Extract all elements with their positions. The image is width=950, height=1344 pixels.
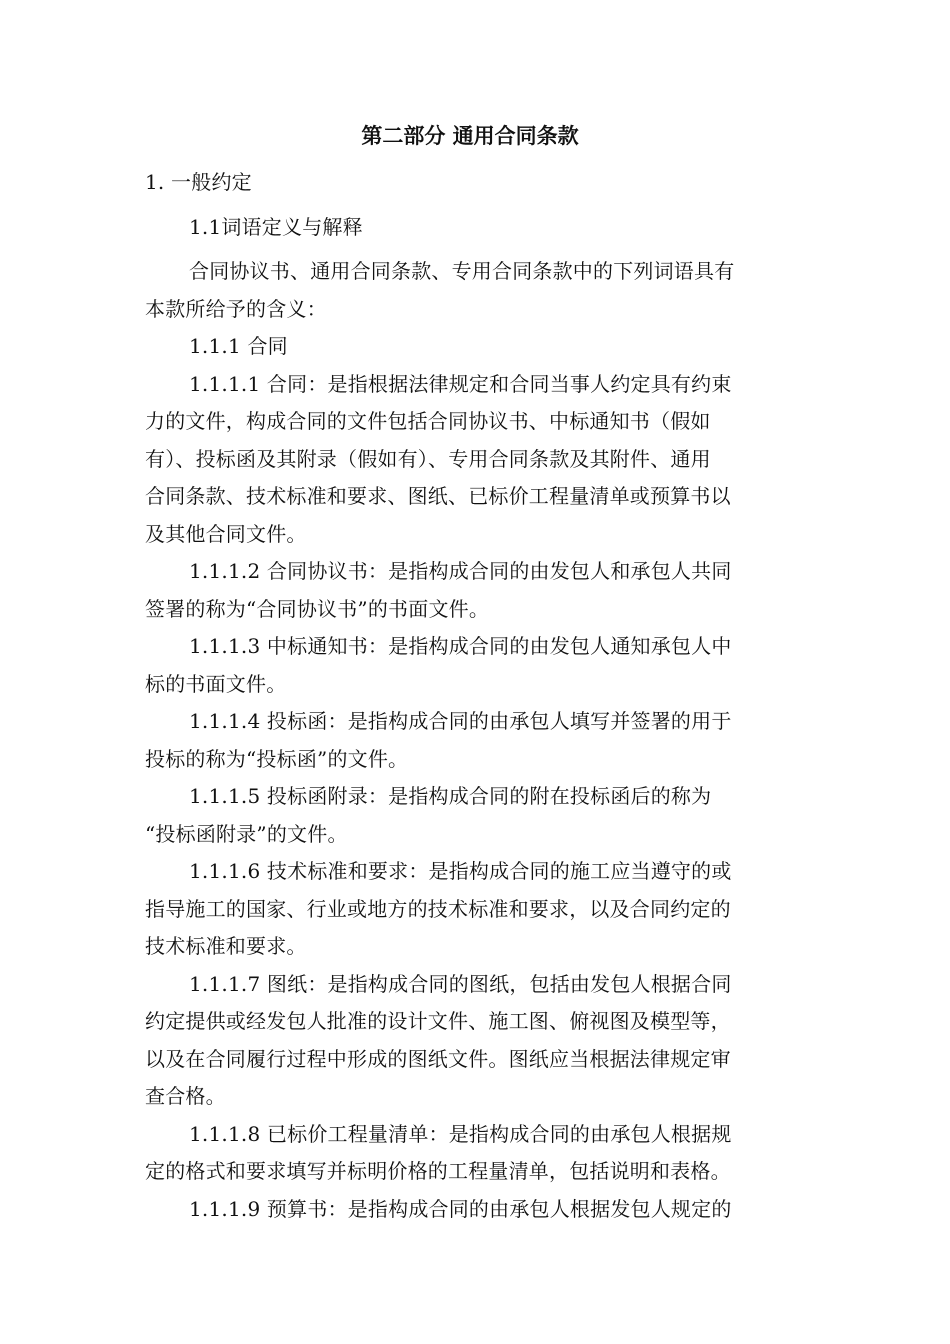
- clause-line: 1. 一般约定: [145, 170, 252, 194]
- clause-paragraph: [145, 966, 795, 1116]
- clause-line: 约定提供或经发包人批准的设计文件、施工图、俯视图及模型等，: [145, 1009, 731, 1033]
- document-title: 第二部分 通用合同条款: [361, 124, 579, 148]
- clause-line: 1.1.1.4 投标函：是指构成合同的由承包人填写并签署的用于: [189, 709, 732, 733]
- clause-line: 1.1词语定义与解释: [189, 214, 363, 239]
- clause-paragraph: [145, 164, 795, 202]
- clause-line: 及其他合同文件。: [145, 521, 307, 546]
- clause-line: 有）、投标函及其附录（假如有）、专用合同条款及其附件、通用: [145, 446, 711, 471]
- clause-paragraph: [145, 328, 795, 366]
- clause-line: 投标的称为“投标函”的文件。: [145, 746, 409, 771]
- clause-paragraph: [145, 553, 795, 628]
- clause-paragraph: [145, 853, 795, 966]
- clause-line: 1.1.1.7 图纸：是指构成合同的图纸，包括由发包人根据合同: [189, 971, 732, 996]
- clause-line: 指导施工的国家、行业或地方的技术标准和要求，以及合同约定的: [145, 896, 731, 921]
- clause-line: 1.1.1.1 合同：是指根据法律规定和合同当事人约定具有约束: [189, 371, 732, 396]
- clause-line: 查合格。: [145, 1084, 226, 1108]
- clause-line: 1.1.1 合同: [189, 334, 288, 358]
- clause-line: 1.1.1.6 技术标准和要求：是指构成合同的施工应当遵守的或: [189, 859, 732, 883]
- clause-line: “投标函附录”的文件。: [145, 821, 348, 846]
- clause-line: 以及在合同履行过程中形成的图纸文件。图纸应当根据法律规定审: [145, 1046, 731, 1071]
- document-body: [145, 118, 795, 1228]
- clause-line: 合同协议书、通用合同条款、专用合同条款中的下列词语具有: [189, 259, 735, 283]
- clause-paragraph: [145, 703, 795, 778]
- clause-line: 1.1.1.8 已标价工程量清单：是指构成合同的由承包人根据规: [189, 1121, 732, 1146]
- clause-line: 1.1.1.2 合同协议书：是指构成合同的由发包人和承包人共同: [189, 559, 732, 583]
- clause-line: 1.1.1.3 中标通知书：是指构成合同的由发包人通知承包人中: [189, 634, 732, 658]
- clause-line: 力的文件，构成合同的文件包括合同协议书、中标通知书（假如: [145, 409, 711, 433]
- clause-paragraph: [145, 778, 795, 853]
- clause-line: 技术标准和要求。: [145, 934, 307, 958]
- clause-paragraph: [145, 253, 795, 328]
- clause-paragraph: [145, 209, 795, 247]
- clause-line: 标的书面文件。: [145, 671, 287, 696]
- clause-paragraph: [145, 366, 795, 554]
- clause-paragraph: [145, 1116, 795, 1191]
- clause-line: 1.1.1.9 预算书：是指构成合同的由承包人根据发包人规定的: [189, 1196, 732, 1221]
- clause-line: 1.1.1.5 投标函附录：是指构成合同的附在投标函后的称为: [189, 784, 712, 808]
- clause-line: 签署的称为“合同协议书”的书面文件。: [145, 596, 490, 621]
- clause-paragraph: [145, 628, 795, 703]
- clause-paragraph: [145, 1191, 795, 1229]
- clause-line: 合同条款、技术标准和要求、图纸、已标价工程量清单或预算书以: [145, 484, 731, 508]
- clause-line: 本款所给予的含义：: [145, 296, 327, 321]
- clause-line: 定的格式和要求填写并标明价格的工程量清单，包括说明和表格。: [145, 1159, 731, 1183]
- clause-list: [145, 164, 795, 1228]
